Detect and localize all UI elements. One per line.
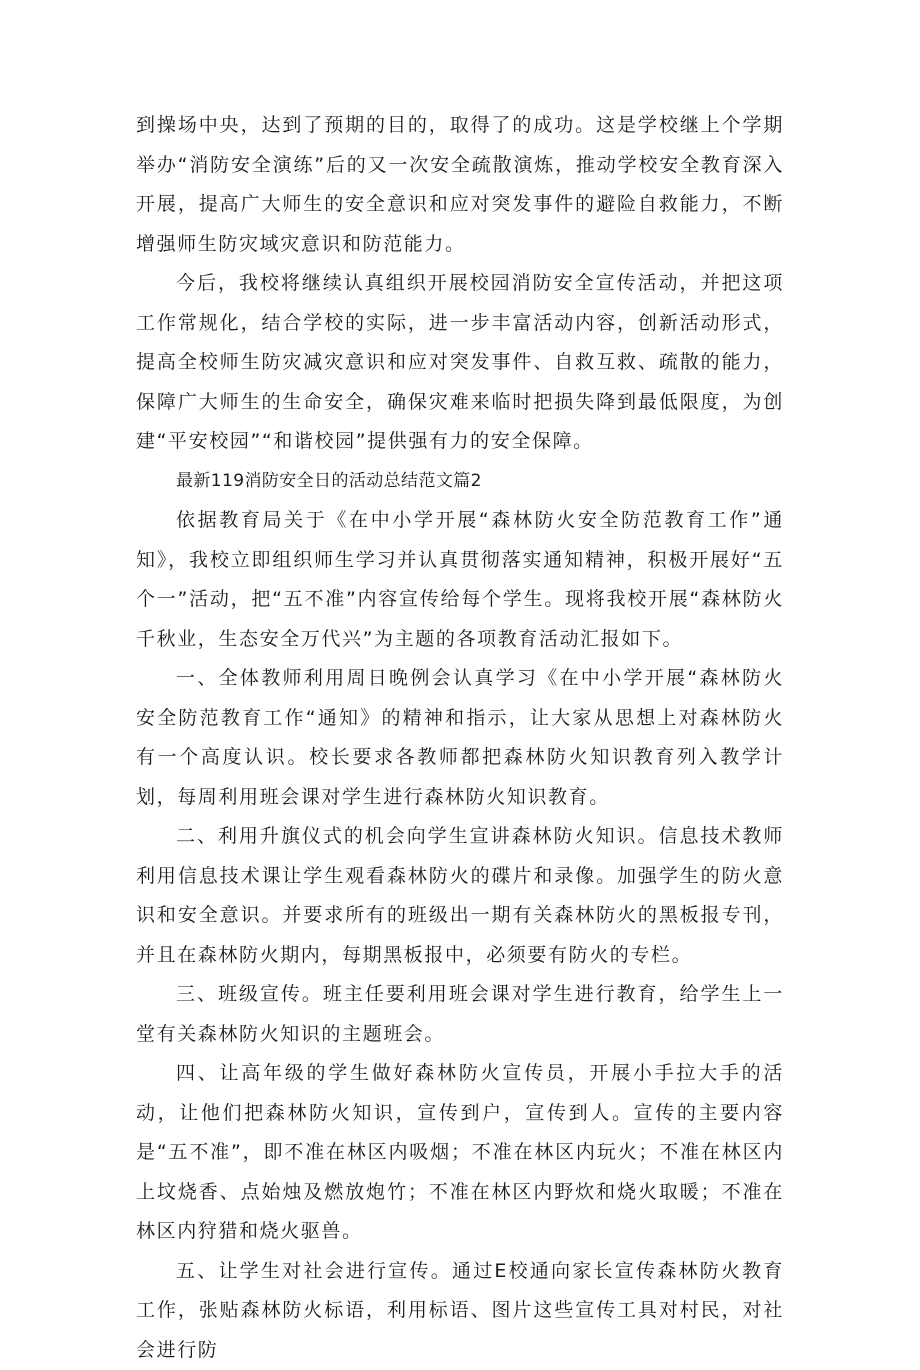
paragraph-7: 四、让高年级的学生做好森林防火宣传员，开展小手拉大手的活动，让他们把森林防火知识，宣传到户，宣传到人。宣传的主要内容是“五不准”，即不准在林区内吸烟；不准在林区内玩火；不准在林区内上坟烧香、点始烛及燃放炮竹；不准在林区内野炊和烧火取暖；不准在林区内狩猎和烧火驱兽。 — [136, 1054, 784, 1252]
paragraph-5: 二、利用升旗仪式的机会向学生宣讲森林防火知识。信息技术教师利用信息技术课让学生观看森林防火的碟片和录像。加强学生的防火意识和安全意识。并要求所有的班级出一期有关森林防火的黑板报专刊，并且在森林防火期内，每期黑板报中，必须要有防火的专栏。 — [136, 817, 784, 975]
paragraph-2: 今后，我校将继续认真组织开展校园消防安全宣传活动，并把这项工作常规化，结合学校的实际，进一步丰富活动内容，创新活动形式，提高全校师生防灾减灾意识和应对突发事件、自救互救、疏散的能力，保障广大师生的生命安全，确保灾难来临时把损失降到最低限度，为创建“平安校园”“和谐校园”提供强有力的安全保障。 — [136, 264, 784, 462]
paragraph-4: 一、全体教师利用周日晚例会认真学习《在中小学开展“森林防火安全防范教育工作“通知》的精神和指示，让大家从思想上对森林防火有一个高度认识。校长要求各教师都把森林防火知识教育列入教学计划，每周利用班会课对学生进行森林防火知识教育。 — [136, 659, 784, 817]
paragraph-6: 三、班级宣传。班主任要利用班会课对学生进行教育，给学生上一堂有关森林防火知识的主题班会。 — [136, 975, 784, 1054]
document-body — [136, 106, 784, 1370]
paragraph-1: 到操场中央，达到了预期的目的，取得了的成功。这是学校继上个学期举办“消防安全演练”后的又一次安全疏散演炼，推动学校安全教育深入开展，提高广大师生的安全意识和应对突发事件的避险自救能力，不断增强师生防灾域灾意识和防范能力。 — [136, 106, 784, 264]
section-heading: 最新119消防安全日的活动总结范文篇2 — [136, 462, 784, 502]
paragraph-8: 五、让学生对社会进行宣传。通过E校通向家长宣传森林防火教育工作，张贴森林防火标语，利用标语、图片这些宣传工具对村民，对社会进行防 — [136, 1252, 784, 1370]
paragraph-3: 依据教育局关于《在中小学开展“森林防火安全防范教育工作”通知》，我校立即组织师生学习并认真贯彻落实通知精神，积极开展好“五个一”活动，把“五不准”内容宣传给每个学生。现将我校开展“森林防火千秋业，生态安全万代兴”为主题的各项教育活动汇报如下。 — [136, 501, 784, 659]
